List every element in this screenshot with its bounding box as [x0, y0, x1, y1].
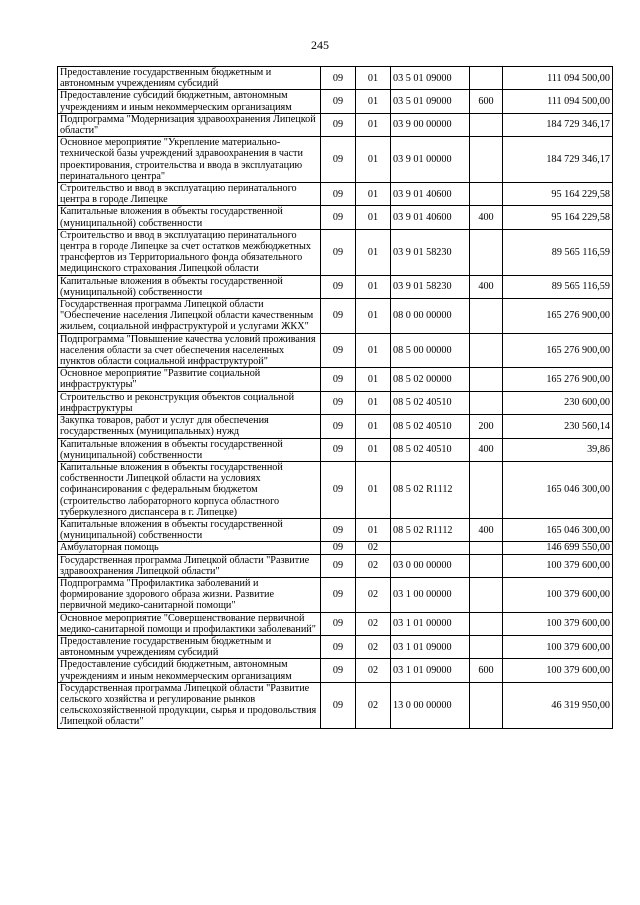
table-row [58, 299, 613, 334]
expense-type-code-cell [470, 368, 503, 391]
expense-type-code-cell [470, 542, 503, 554]
row-name-cell: Государственная программа Липецкой области "Развитие сельского хозяйства и регулирование рынков сельскохозяйственной продукции, сырья и продовольствия Липецкой области" [58, 682, 321, 728]
target-article-code-cell: 03 5 01 09000 [391, 90, 470, 113]
row-name-cell: Амбулаторная помощь [58, 542, 321, 554]
amount-cell: 184 729 346,17 [503, 113, 613, 136]
target-article-code-cell: 08 0 00 00000 [391, 299, 470, 334]
amount-cell: 100 379 600,00 [503, 612, 613, 635]
subsection-code-cell: 01 [356, 275, 391, 298]
row-name-cell: Капитальные вложения в объекты государственной (муниципальной) собственности [58, 206, 321, 229]
amount-cell: 89 565 116,59 [503, 275, 613, 298]
table-row [58, 183, 613, 206]
subsection-code-cell: 01 [356, 391, 391, 414]
subsection-code-cell: 01 [356, 229, 391, 275]
expense-type-code-cell [470, 137, 503, 183]
row-name-cell: Подпрограмма "Профилактика заболеваний и формирование здорового образа жизни. Развитие первичной медико-санитарной помощи" [58, 577, 321, 612]
expense-type-code-cell [470, 391, 503, 414]
amount-cell: 165 276 900,00 [503, 333, 613, 368]
target-article-code-cell [391, 542, 470, 554]
section-code-cell: 09 [321, 682, 356, 728]
expense-type-code-cell: 400 [470, 438, 503, 461]
table-row [58, 461, 613, 518]
section-code-cell: 09 [321, 113, 356, 136]
table-row [58, 333, 613, 368]
section-code-cell: 09 [321, 391, 356, 414]
section-code-cell: 09 [321, 518, 356, 541]
subsection-code-cell: 01 [356, 67, 391, 90]
amount-cell: 165 276 900,00 [503, 368, 613, 391]
target-article-code-cell: 03 1 01 09000 [391, 635, 470, 658]
table-row [58, 113, 613, 136]
section-code-cell: 09 [321, 554, 356, 577]
amount-cell: 165 046 300,00 [503, 518, 613, 541]
row-name-cell: Закупка товаров, работ и услуг для обеспечения государственных (муниципальных) нужд [58, 415, 321, 438]
table-row [58, 635, 613, 658]
subsection-code-cell: 01 [356, 137, 391, 183]
subsection-code-cell: 01 [356, 461, 391, 518]
section-code-cell: 09 [321, 206, 356, 229]
expense-type-code-cell [470, 635, 503, 658]
section-code-cell: 09 [321, 333, 356, 368]
table-row [58, 67, 613, 90]
expense-type-code-cell [470, 67, 503, 90]
row-name-cell: Строительство и ввод в эксплуатацию перинатального центра в городе Липецке [58, 183, 321, 206]
expense-type-code-cell: 600 [470, 90, 503, 113]
amount-cell: 146 699 550,00 [503, 542, 613, 554]
amount-cell: 89 565 116,59 [503, 229, 613, 275]
row-name-cell: Основное мероприятие "Укрепление материально-технической базы учреждений здравоохранения в части проектирования, строительства и ввода в эксплуатацию перинатального центра" [58, 137, 321, 183]
target-article-code-cell: 13 0 00 00000 [391, 682, 470, 728]
expense-type-code-cell [470, 229, 503, 275]
table-row [58, 518, 613, 541]
target-article-code-cell: 08 5 02 R1112 [391, 518, 470, 541]
table-row [58, 415, 613, 438]
row-name-cell: Капитальные вложения в объекты государственной (муниципальной) собственности [58, 438, 321, 461]
table-row [58, 438, 613, 461]
section-code-cell: 09 [321, 659, 356, 682]
row-name-cell: Государственная программа Липецкой области "Развитие здравоохранения Липецкой области" [58, 554, 321, 577]
amount-cell: 95 164 229,58 [503, 206, 613, 229]
section-code-cell: 09 [321, 229, 356, 275]
row-name-cell: Предоставление государственным бюджетным и автономным учреждениям субсидий [58, 635, 321, 658]
row-name-cell: Капитальные вложения в объекты государственной (муниципальной) собственности [58, 518, 321, 541]
section-code-cell: 09 [321, 67, 356, 90]
row-name-cell: Предоставление субсидий бюджетным, автономным учреждениям и иным некоммерческим организациям [58, 90, 321, 113]
table-row [58, 206, 613, 229]
subsection-code-cell: 02 [356, 659, 391, 682]
amount-cell: 230 600,00 [503, 391, 613, 414]
subsection-code-cell: 01 [356, 438, 391, 461]
amount-cell: 100 379 600,00 [503, 577, 613, 612]
target-article-code-cell: 03 9 01 58230 [391, 229, 470, 275]
row-name-cell: Предоставление государственным бюджетным и автономным учреждениям субсидий [58, 67, 321, 90]
target-article-code-cell: 03 9 01 00000 [391, 137, 470, 183]
row-name-cell: Строительство и ввод в эксплуатацию перинатального центра в городе Липецке за счет остатков межбюджетных трансфертов из Территориального фонда обязательного медицинского страхования Липецкой области [58, 229, 321, 275]
target-article-code-cell: 03 9 00 00000 [391, 113, 470, 136]
subsection-code-cell: 02 [356, 554, 391, 577]
row-name-cell: Подпрограмма "Повышение качества условий проживания населения области за счет обеспечения населенных пунктов области социальной инфраструктурой" [58, 333, 321, 368]
expense-type-code-cell: 400 [470, 275, 503, 298]
section-code-cell: 09 [321, 415, 356, 438]
subsection-code-cell: 01 [356, 90, 391, 113]
section-code-cell: 09 [321, 438, 356, 461]
table-row [58, 612, 613, 635]
table-row [58, 391, 613, 414]
section-code-cell: 09 [321, 461, 356, 518]
table-row [58, 368, 613, 391]
target-article-code-cell: 08 5 02 40510 [391, 391, 470, 414]
section-code-cell: 09 [321, 368, 356, 391]
amount-cell: 100 379 600,00 [503, 554, 613, 577]
section-code-cell: 09 [321, 137, 356, 183]
amount-cell: 111 094 500,00 [503, 90, 613, 113]
expense-type-code-cell [470, 113, 503, 136]
expense-type-code-cell: 600 [470, 659, 503, 682]
section-code-cell: 09 [321, 183, 356, 206]
target-article-code-cell: 03 9 01 40600 [391, 206, 470, 229]
expense-type-code-cell: 400 [470, 518, 503, 541]
subsection-code-cell: 02 [356, 635, 391, 658]
table-row [58, 659, 613, 682]
section-code-cell: 09 [321, 635, 356, 658]
section-code-cell: 09 [321, 542, 356, 554]
table-row [58, 554, 613, 577]
budget-table [57, 66, 613, 729]
table-row [58, 275, 613, 298]
subsection-code-cell: 02 [356, 577, 391, 612]
amount-cell: 184 729 346,17 [503, 137, 613, 183]
amount-cell: 39,86 [503, 438, 613, 461]
target-article-code-cell: 03 9 01 40600 [391, 183, 470, 206]
amount-cell: 165 276 900,00 [503, 299, 613, 334]
amount-cell: 46 319 950,00 [503, 682, 613, 728]
target-article-code-cell: 03 1 01 09000 [391, 659, 470, 682]
amount-cell: 165 046 300,00 [503, 461, 613, 518]
target-article-code-cell: 03 9 01 58230 [391, 275, 470, 298]
row-name-cell: Подпрограмма "Модернизация здравоохранения Липецкой области" [58, 113, 321, 136]
expense-type-code-cell [470, 682, 503, 728]
target-article-code-cell: 08 5 02 40510 [391, 438, 470, 461]
subsection-code-cell: 01 [356, 333, 391, 368]
expense-type-code-cell [470, 554, 503, 577]
target-article-code-cell: 08 5 02 00000 [391, 368, 470, 391]
section-code-cell: 09 [321, 577, 356, 612]
page-number: 245 [311, 38, 329, 52]
expense-type-code-cell: 200 [470, 415, 503, 438]
row-name-cell: Государственная программа Липецкой области "Обеспечение населения Липецкой области качественным жильем, социальной инфраструктурой и услугами ЖКХ" [58, 299, 321, 334]
row-name-cell: Строительство и реконструкция объектов социальной инфраструктуры [58, 391, 321, 414]
subsection-code-cell: 02 [356, 612, 391, 635]
expense-type-code-cell [470, 612, 503, 635]
subsection-code-cell: 01 [356, 518, 391, 541]
target-article-code-cell: 08 5 00 00000 [391, 333, 470, 368]
amount-cell: 95 164 229,58 [503, 183, 613, 206]
expense-type-code-cell [470, 333, 503, 368]
target-article-code-cell: 03 0 00 00000 [391, 554, 470, 577]
expense-type-code-cell [470, 461, 503, 518]
table-row [58, 577, 613, 612]
amount-cell: 230 560,14 [503, 415, 613, 438]
subsection-code-cell: 01 [356, 183, 391, 206]
row-name-cell: Предоставление субсидий бюджетным, автономным учреждениям и иным некоммерческим организациям [58, 659, 321, 682]
subsection-code-cell: 01 [356, 206, 391, 229]
subsection-code-cell: 01 [356, 415, 391, 438]
table-row [58, 229, 613, 275]
section-code-cell: 09 [321, 275, 356, 298]
table-row [58, 137, 613, 183]
expense-type-code-cell: 400 [470, 206, 503, 229]
target-article-code-cell: 03 1 00 00000 [391, 577, 470, 612]
row-name-cell: Капитальные вложения в объекты государственной (муниципальной) собственности [58, 275, 321, 298]
table-row [58, 682, 613, 728]
row-name-cell: Капитальные вложения в объекты государственной собственности Липецкой области на условиях софинансирования с федеральным бюджетом (строительство лабораторного корпуса областного туберкулезного диспансера в г. Липецке) [58, 461, 321, 518]
expense-type-code-cell [470, 577, 503, 612]
expense-type-code-cell [470, 299, 503, 334]
table-row [58, 542, 613, 554]
subsection-code-cell: 02 [356, 542, 391, 554]
amount-cell: 100 379 600,00 [503, 659, 613, 682]
row-name-cell: Основное мероприятие "Развитие социальной инфраструктуры" [58, 368, 321, 391]
subsection-code-cell: 01 [356, 368, 391, 391]
subsection-code-cell: 01 [356, 299, 391, 334]
subsection-code-cell: 01 [356, 113, 391, 136]
target-article-code-cell: 03 5 01 09000 [391, 67, 470, 90]
section-code-cell: 09 [321, 90, 356, 113]
budget-table-body [58, 67, 613, 729]
amount-cell: 111 094 500,00 [503, 67, 613, 90]
section-code-cell: 09 [321, 299, 356, 334]
section-code-cell: 09 [321, 612, 356, 635]
row-name-cell: Основное мероприятие "Совершенствование первичной медико-санитарной помощи и профилактики заболеваний" [58, 612, 321, 635]
target-article-code-cell: 08 5 02 40510 [391, 415, 470, 438]
table-row [58, 90, 613, 113]
expense-type-code-cell [470, 183, 503, 206]
target-article-code-cell: 08 5 02 R1112 [391, 461, 470, 518]
subsection-code-cell: 02 [356, 682, 391, 728]
target-article-code-cell: 03 1 01 00000 [391, 612, 470, 635]
amount-cell: 100 379 600,00 [503, 635, 613, 658]
